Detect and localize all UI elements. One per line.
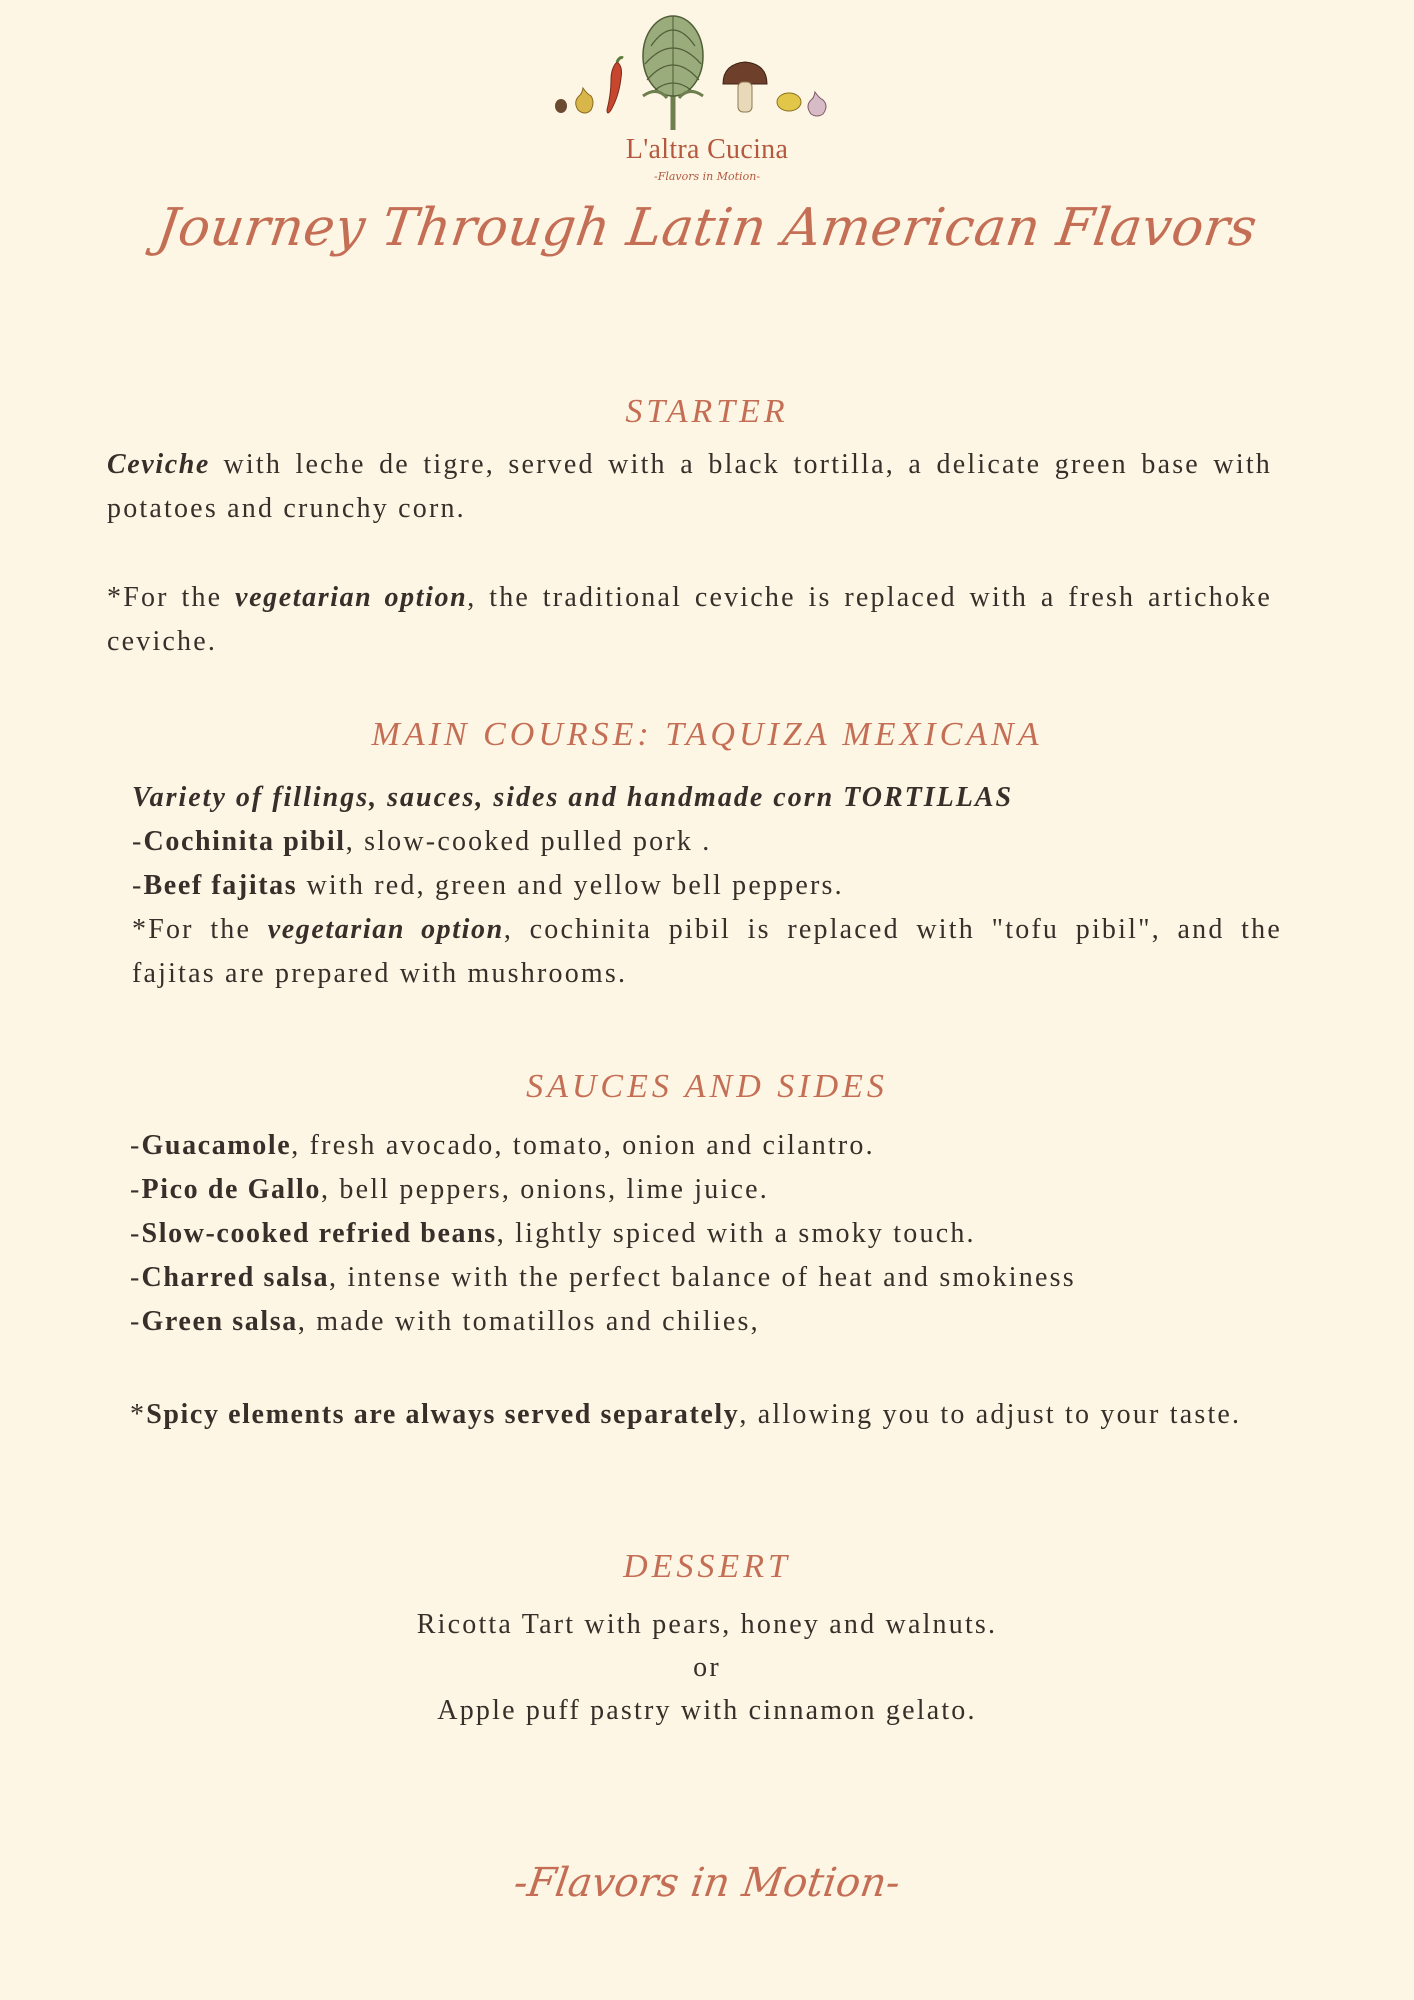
brand-name: L'altra Cucina bbox=[625, 134, 789, 165]
main-course-subtitle: Variety of fillings, sauces, sides and handmade corn TORTILLAS bbox=[132, 782, 1014, 813]
logo-illustration bbox=[547, 6, 867, 136]
item-prefix: - bbox=[130, 1130, 142, 1161]
main-item-cochinita bbox=[132, 820, 1312, 864]
mushroom-icon bbox=[723, 62, 767, 112]
footer-tagline: -Flavors in Motion- bbox=[511, 1860, 903, 1906]
spicy-note-prefix: * bbox=[130, 1399, 147, 1430]
item-prefix: - bbox=[130, 1262, 142, 1293]
garlic-icon bbox=[808, 92, 826, 116]
starter-description bbox=[107, 443, 1272, 531]
item-prefix: - bbox=[130, 1174, 142, 1205]
item-prefix: - bbox=[130, 1218, 142, 1249]
item-name: Guacamole bbox=[141, 1130, 292, 1161]
main-vegetarian-note bbox=[132, 908, 1282, 996]
starter-veg-prefix: *For the bbox=[107, 582, 236, 613]
item-desc: with red, green and yellow bell peppers. bbox=[297, 870, 844, 901]
starter-heading: STARTER bbox=[625, 393, 789, 430]
item-desc: , lightly spiced with a smoky touch. bbox=[496, 1218, 976, 1249]
item-desc: , slow-cooked pulled pork . bbox=[345, 826, 712, 857]
item-name: Green salsa bbox=[141, 1306, 298, 1337]
main-veg-label: vegetarian option bbox=[267, 914, 504, 945]
main-course-list bbox=[132, 776, 1312, 908]
main-item-fajitas bbox=[132, 864, 1312, 908]
dessert-option-2: Apple puff pastry with cinnamon gelato. bbox=[437, 1695, 977, 1726]
item-prefix: - bbox=[132, 826, 144, 857]
item-prefix: - bbox=[132, 870, 144, 901]
lemon-icon bbox=[777, 93, 801, 111]
sauce-item-guacamole bbox=[130, 1124, 1330, 1168]
item-desc: , fresh avocado, tomato, onion and cilantro. bbox=[291, 1130, 875, 1161]
dessert-option-1: Ricotta Tart with pears, honey and walnuts. bbox=[416, 1609, 998, 1640]
brand-tagline: -Flavors in Motion- bbox=[653, 170, 760, 183]
starter-dish-desc: with leche de tigre, served with a black tortilla, a delicate green base with potatoes and crunchy corn. bbox=[107, 449, 1272, 524]
spicy-note bbox=[130, 1393, 1325, 1437]
main-veg-prefix: *For the bbox=[132, 914, 268, 945]
onion-icon bbox=[576, 88, 593, 113]
starter-veg-text: , the traditional ceviche is replaced with a fresh artichoke ceviche. bbox=[107, 582, 1272, 657]
page-title: Journey Through Latin American Flavors bbox=[153, 198, 1261, 258]
sauce-item-beans bbox=[130, 1212, 1330, 1256]
item-name: Beef fajitas bbox=[143, 870, 298, 901]
chili-pepper-icon bbox=[607, 58, 623, 114]
sauces-heading: SAUCES AND SIDES bbox=[526, 1068, 888, 1105]
sauces-list bbox=[130, 1124, 1330, 1344]
starter-dish-name: Ceviche bbox=[107, 449, 210, 480]
sauce-item-charred-salsa bbox=[130, 1256, 1330, 1300]
sauce-item-pico bbox=[130, 1168, 1330, 1212]
item-name: Cochinita pibil bbox=[143, 826, 346, 857]
sauce-item-green-salsa bbox=[130, 1300, 1330, 1344]
item-desc: , made with tomatillos and chilies, bbox=[297, 1306, 760, 1337]
dessert-heading: DESSERT bbox=[623, 1548, 791, 1585]
dessert-or: or bbox=[693, 1652, 721, 1683]
item-name: Charred salsa bbox=[141, 1262, 330, 1293]
item-name: Slow-cooked refried beans bbox=[141, 1218, 497, 1249]
main-course-heading: MAIN COURSE: TAQUIZA MEXICANA bbox=[371, 716, 1043, 753]
main-veg-text: , cochinita pibil is replaced with "tofu pibil", and the fajitas are prepared with mushrooms. bbox=[132, 914, 1282, 989]
starter-veg-label: vegetarian option bbox=[235, 582, 468, 613]
artichoke-icon bbox=[643, 16, 703, 130]
item-prefix: - bbox=[130, 1306, 142, 1337]
item-desc: , bell peppers, onions, lime juice. bbox=[320, 1174, 769, 1205]
spicy-note-text: , allowing you to adjust to your taste. bbox=[739, 1399, 1242, 1430]
nut-icon bbox=[555, 99, 567, 113]
starter-vegetarian-note bbox=[107, 576, 1272, 664]
item-name: Pico de Gallo bbox=[141, 1174, 321, 1205]
spicy-note-bold: Spicy elements are always served separately bbox=[146, 1399, 740, 1430]
item-desc: , intense with the perfect balance of heat and smokiness bbox=[329, 1262, 1076, 1293]
